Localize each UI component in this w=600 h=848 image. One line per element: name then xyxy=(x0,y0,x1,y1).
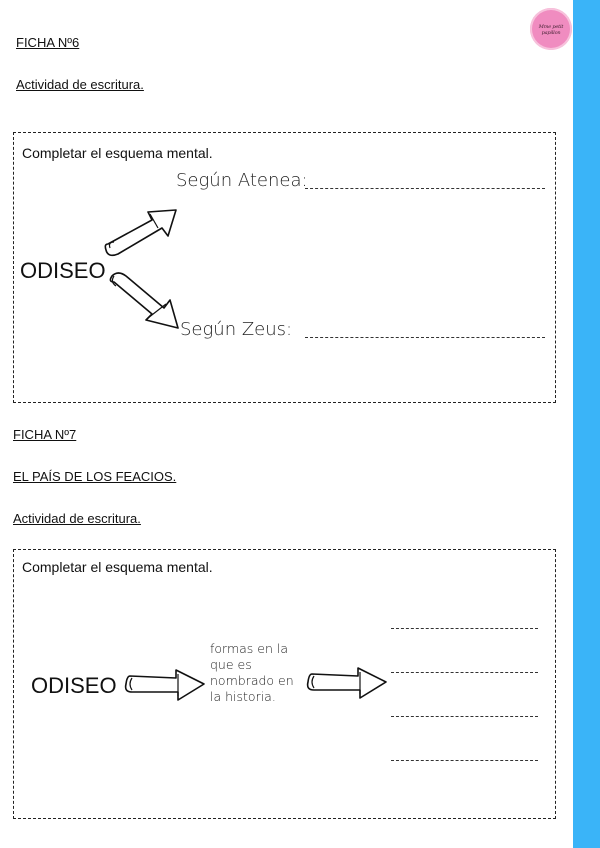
ficha7-description-line-2: que es xyxy=(210,657,252,672)
brand-logo-text: Mme petit papillon xyxy=(538,24,564,36)
ficha6-arrow-up xyxy=(100,198,184,262)
ficha7-subtitle: Actividad de escritura. xyxy=(13,511,141,526)
ficha6-branch-bottom-answer-line[interactable] xyxy=(305,337,545,338)
ficha7-description-line-1: formas en la xyxy=(210,641,289,656)
ficha6-title: FICHA Nº6 xyxy=(16,35,80,50)
ficha7-arrow-right xyxy=(306,664,390,702)
ficha6-center-word: ODISEO xyxy=(20,258,106,283)
ficha6-instruction: Completar el esquema mental. xyxy=(22,145,213,161)
ficha6-branch-top-answer-line[interactable] xyxy=(305,188,545,189)
ficha6-subtitle: Actividad de escritura. xyxy=(16,77,144,92)
ficha6-branch-bottom-label: Según Zeus: xyxy=(180,319,293,340)
ficha7-description-line-4: la historia. xyxy=(210,689,276,704)
ficha7-description-line-3: nombrado en xyxy=(210,673,294,688)
ficha7-title: FICHA Nº7 xyxy=(13,427,77,442)
ficha7-answer-line-1[interactable] xyxy=(391,628,538,629)
ficha7-answer-line-4[interactable] xyxy=(391,760,538,761)
brand-logo xyxy=(530,8,572,50)
side-color-strip xyxy=(573,0,600,848)
ficha7-instruction: Completar el esquema mental. xyxy=(22,559,213,575)
ficha7-answer-line-3[interactable] xyxy=(391,716,538,717)
ficha6-branch-top-label: Según Atenea: xyxy=(176,170,308,191)
ficha7-center-word: ODISEO xyxy=(31,673,117,698)
ficha7-arrow-left xyxy=(124,666,208,704)
ficha7-section-title: EL PAÍS DE LOS FEACIOS. xyxy=(13,469,177,484)
ficha6-arrow-down xyxy=(104,270,188,340)
ficha7-answer-line-2[interactable] xyxy=(391,672,538,673)
